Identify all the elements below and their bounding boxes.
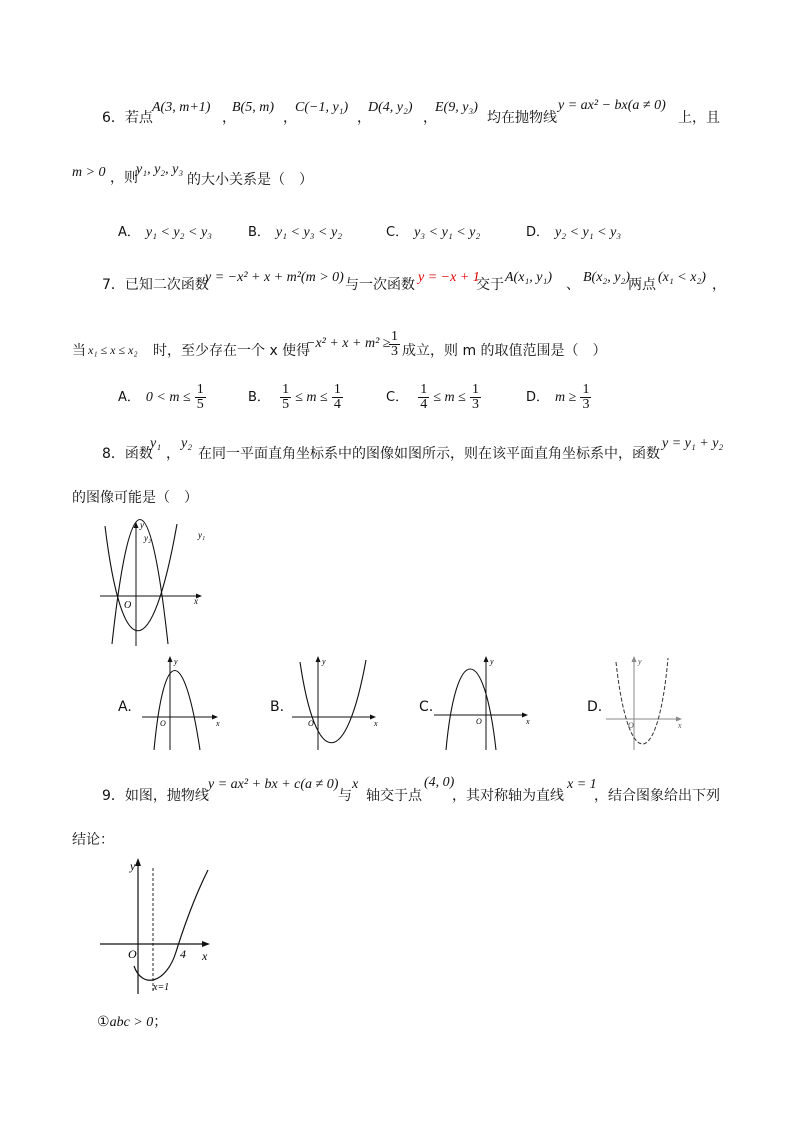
q9-tail: ，结合图象给出下列 (594, 788, 720, 804)
q6-point-d: D(4, y₂) (368, 100, 413, 115)
q8-option-a-graph[interactable] (140, 652, 228, 752)
q7-linear: y = −x + 1 (418, 270, 480, 285)
q6-parabola: y = ax² − bx(a ≠ 0) (558, 98, 666, 113)
q6-vars: y₁, y₂, y₃ (136, 162, 184, 177)
svg-text:O: O (628, 721, 634, 730)
q6-point-a: A(3, m+1) (152, 100, 211, 115)
q6-sep: ， (222, 110, 236, 126)
q8-option-b-graph[interactable] (290, 652, 382, 752)
q6-option-b[interactable]: B． y₁ < y₃ < y₂ (248, 225, 343, 240)
svg-text:x: x (216, 719, 220, 728)
label-symmetry: x=1 (153, 982, 170, 993)
q7-when: 当 (72, 343, 86, 359)
svg-text:x: x (374, 719, 378, 728)
q8-option-c-graph[interactable] (432, 652, 536, 752)
q7-intro: 7．已知二次函数 (102, 277, 209, 293)
q8-main-graph (96, 518, 216, 648)
q6-point-b: B(5, m) (232, 100, 274, 115)
q9-conclusion-1: ①abc > 0； (97, 1014, 168, 1030)
q6-option-d[interactable]: D． y₂ < y₁ < y₃ (526, 225, 622, 240)
q7-point-b: B(x₂, y₂) (583, 270, 631, 285)
q9-line2: 结论： (72, 832, 114, 848)
q8-y2: y₂ (181, 436, 193, 451)
q7-option-d[interactable]: D． m ≥ $\frac{1}{3}$ (526, 382, 590, 412)
q6-ask: 的大小关系是（ ） (187, 172, 313, 188)
q8-option-d-graph[interactable] (604, 652, 688, 752)
q9-sym: ，其对称轴为直线 (452, 788, 564, 804)
q6-option-a[interactable]: A． y₁ < y₂ < y₃ (118, 225, 213, 240)
label-x: x (202, 949, 208, 963)
q8-option-d-label[interactable]: D. (587, 699, 603, 715)
q6-mid-text: 均在抛物线 (487, 110, 557, 126)
q7-cross: 交于 (476, 277, 504, 293)
svg-text:x: x (678, 721, 682, 730)
q7-comma: ， (712, 277, 726, 293)
label-x: x (194, 596, 198, 606)
q6-sep: ， (283, 110, 297, 126)
label-o: O (124, 600, 132, 611)
label-y1: y₁ (198, 530, 206, 540)
label-y2: y₂ (144, 533, 152, 543)
q9-line: x = 1 (567, 777, 597, 792)
svg-text:x: x (526, 717, 530, 726)
q8-intro: 8．函数 (102, 446, 153, 462)
svg-text:O: O (476, 717, 482, 726)
q7-two-points: 两点 (628, 277, 656, 293)
q7-and: 与一次函数 (345, 277, 415, 293)
q6-sep: ， (357, 110, 371, 126)
q6-option-c[interactable]: C． y₃ < y₁ < y₂ (386, 225, 481, 240)
q6-intro: 6．若点 (102, 110, 153, 126)
q9-point: (4, 0) (424, 775, 455, 790)
q6-sep: ， (423, 110, 437, 126)
q6-then: ，则 (110, 170, 138, 186)
q9-with: 与 (338, 788, 352, 804)
q7-range: x₁ ≤ x ≤ x₂ (88, 343, 138, 357)
q7-inequality-frac: $\frac{1}{3}$ (391, 329, 398, 359)
q7-quadratic: y = −x² + x + m²(m > 0) (205, 270, 344, 285)
parabola-curve (134, 870, 208, 980)
x-axis-arrow (202, 941, 210, 947)
svg-text:y: y (174, 657, 178, 666)
q6-condition: m > 0 (72, 165, 106, 180)
q7-sep: 、 (566, 277, 580, 293)
q8-comma: ， (166, 446, 180, 462)
q9-axis-text: 轴交于点 (366, 788, 422, 804)
q9-graph (96, 854, 220, 996)
q6-end-text: 上，且 (678, 110, 720, 126)
q7-inequality: −x² + x + m² ≥ (306, 336, 391, 351)
svg-text:y: y (638, 657, 642, 666)
q8-text: 在同一平面直角坐标系中的图像如图所示，则在该平面直角坐标系中，函数 (198, 446, 660, 462)
q7-cond: (x₁ < x₂) (658, 270, 706, 285)
svg-text:y: y (490, 657, 494, 666)
label-y: y (140, 520, 144, 530)
q7-option-a[interactable]: A． 0 < m ≤ $\frac{1}{5}$ (118, 382, 204, 412)
svg-text:y: y (322, 657, 326, 666)
curve-y2 (112, 520, 168, 645)
q8-option-c-label[interactable]: C. (419, 699, 434, 715)
label-y: y (130, 859, 136, 873)
svg-text:O: O (308, 719, 314, 728)
q6-point-e: E(9, y₃) (435, 100, 478, 115)
y-axis-arrow (135, 858, 141, 866)
q7-option-b[interactable]: B． $\frac{1}{5}$ ≤ m ≤ $\frac{1}{4}$ (248, 382, 341, 412)
q9-parabola: y = ax² + bx + c(a ≠ 0) (208, 777, 339, 792)
q8-option-a-label[interactable]: A. (118, 699, 132, 715)
q7-option-c[interactable]: C． $\frac{1}{4}$ ≤ m ≤ $\frac{1}{3}$ (386, 382, 479, 412)
svg-text:O: O (160, 719, 166, 728)
q7-point-a: A(x₁, y₁) (505, 270, 553, 285)
q8-option-b-label[interactable]: B. (270, 699, 285, 715)
q8-func: y = y₁ + y₂ (662, 436, 724, 451)
q9-intro: 9．如图，抛物线 (102, 788, 209, 804)
q7-line2-end: 成立，则 m 的取值范围是（ ） (402, 343, 607, 359)
q8-y1: y₁ (150, 436, 162, 451)
label-four: 4 (180, 947, 186, 961)
q8-line2: 的图像可能是（ ） (72, 490, 198, 506)
q7-line2: 时，至少存在一个 x 使得 (153, 343, 311, 359)
q9-x: x (352, 777, 359, 792)
label-o: O (128, 947, 137, 961)
q6-point-c: C(−1, y₁) (295, 100, 349, 115)
